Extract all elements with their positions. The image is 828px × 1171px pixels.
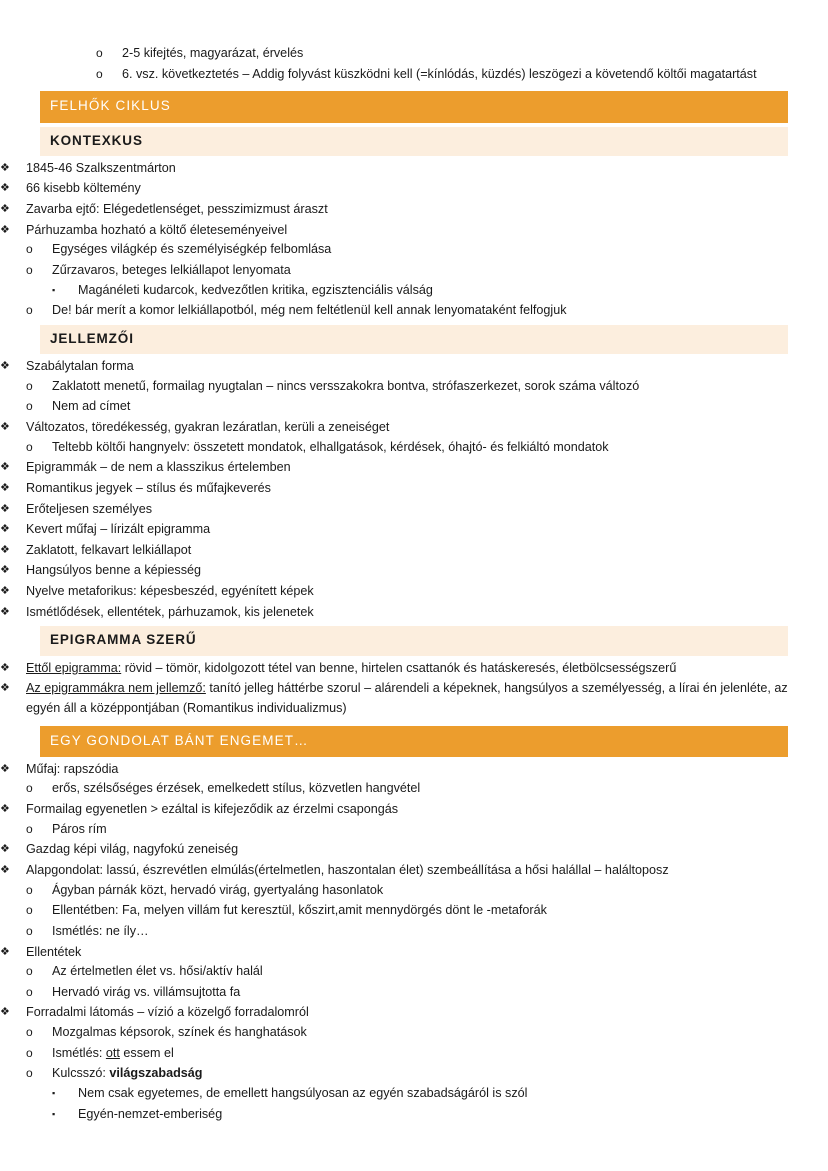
bullet-list-level-1 xyxy=(0,458,828,622)
list-item-body: Ismétlődések, ellentétek, párhuzamok, kis jelenetek xyxy=(26,604,314,619)
list-item-emphasis: ott xyxy=(105,1045,120,1060)
list-item-body: Forradalmi látomás – vízió a közelgő forradalomról xyxy=(26,1005,309,1020)
list-item xyxy=(26,377,828,397)
list-item xyxy=(0,418,828,457)
list-item-text xyxy=(52,397,828,417)
bullet-list-level-3 xyxy=(52,281,828,301)
list-item-text xyxy=(26,221,828,241)
list-item-body: Nem ad címet xyxy=(52,399,131,414)
bullet-list-level-1 xyxy=(0,159,828,321)
bullet-marker-level-1-icon: ❖ xyxy=(0,762,10,775)
list-item xyxy=(0,221,828,321)
list-item-body: Romantikus jegyek – stílus és műfajkeverés xyxy=(26,480,271,495)
list-item xyxy=(0,603,828,623)
list-item-body: essem el xyxy=(119,1045,174,1060)
list-item xyxy=(96,65,828,85)
list-item-text xyxy=(26,418,828,438)
bullet-marker-level-1-icon: ❖ xyxy=(0,461,10,474)
list-item-text xyxy=(26,603,828,623)
list-item-lead: Ettől epigramma: xyxy=(26,660,122,675)
list-item xyxy=(0,1003,828,1124)
list-item-text xyxy=(26,943,828,963)
list-item xyxy=(0,479,828,499)
bullet-marker-level-1-icon: ❖ xyxy=(0,863,10,876)
list-item-body: Ellentétben: Fa, melyen villám fut keresztül, kőszirt,amit mennydörgés dönt le -metaforák xyxy=(52,903,547,918)
list-item xyxy=(0,659,828,679)
list-item-text xyxy=(26,659,828,679)
section-heading-major: EGY GONDOLAT BÁNT ENGEMET… xyxy=(40,726,788,757)
bullet-marker-level-2-icon: o xyxy=(26,262,33,277)
bullet-list-level-2 xyxy=(26,779,828,799)
list-item-text xyxy=(52,1044,828,1064)
bullet-marker-level-1-icon: ❖ xyxy=(0,564,10,577)
list-item xyxy=(0,840,828,860)
bullet-list-level-1 xyxy=(0,659,828,719)
list-item xyxy=(26,779,828,799)
list-item-text xyxy=(52,377,828,397)
list-item xyxy=(0,679,828,718)
list-item xyxy=(52,281,828,301)
list-item-text: 2-5 kifejtés, magyarázat, érvelés xyxy=(122,46,304,60)
bullet-marker-level-1-icon: ❖ xyxy=(0,182,10,195)
list-item-body: Mozgalmas képsorok, színek és hanghatások xyxy=(52,1025,307,1040)
list-item-body: Zaklatott menetű, formailag nyugtalan – nincs versszakokra bontva, strófaszerkezet, sorok száma változó xyxy=(52,378,640,393)
list-item-text xyxy=(52,438,828,458)
document-body xyxy=(0,44,828,1125)
list-item-body: Az értelmetlen élet vs. hősi/aktív halál xyxy=(52,964,263,979)
list-item-body: Epigrammák – de nem a klasszikus értelemben xyxy=(26,460,291,475)
list-item xyxy=(26,301,828,321)
list-item-body: Hangsúlyos benne a képiesség xyxy=(26,563,202,578)
list-item xyxy=(26,962,828,982)
list-item-text xyxy=(26,541,828,561)
bullet-list-level-2 xyxy=(26,377,828,417)
list-item-text xyxy=(52,1064,828,1084)
list-item xyxy=(26,922,828,942)
list-item-body: Erőteljesen személyes xyxy=(26,501,152,516)
list-item-text xyxy=(78,1084,828,1104)
bullet-marker-level-1-icon: ❖ xyxy=(0,803,10,816)
list-item-body: Páros rím xyxy=(52,821,107,836)
list-item-body: Ellentétek xyxy=(26,944,82,959)
bullet-marker-level-3-icon: ▪ xyxy=(52,284,56,295)
list-item-text xyxy=(52,922,828,942)
list-item xyxy=(26,881,828,901)
list-item-body: De! bár merít a komor lelkiállapotból, még nem feltétlenül kell annak lenyomataként felfogjuk xyxy=(52,303,567,318)
list-item-body: Zaklatott, felkavart lelkiállapot xyxy=(26,542,192,557)
list-item xyxy=(0,200,828,220)
list-item-body: Zavarba ejtő: Elégedetlenséget, pesszimizmust áraszt xyxy=(26,202,328,216)
bullet-marker-level-2-icon: o xyxy=(26,821,33,836)
list-item-text xyxy=(26,582,828,602)
bullet-marker-level-1-icon: ❖ xyxy=(0,523,10,536)
bullet-list-level-2 xyxy=(26,962,828,1002)
list-item-body: Változatos, töredékesség, gyakran lezáratlan, kerüli a zeneiséget xyxy=(26,419,390,434)
list-item-body: 1845-46 Szalkszentmárton xyxy=(26,160,176,175)
bullet-marker-level-1-icon: ❖ xyxy=(0,502,10,515)
bullet-marker-level-2-icon: o xyxy=(26,781,33,796)
list-item-body: erős, szélsőséges érzések, emelkedett stílus, közvetlen hangvétel xyxy=(52,781,421,796)
list-item-text xyxy=(26,159,828,179)
list-item-body: Zűrzavaros, beteges lelkiállapot lenyomata xyxy=(52,262,291,277)
bullet-marker-level-2-icon: o xyxy=(26,984,33,999)
bullet-marker-level-1-icon: ❖ xyxy=(0,843,10,856)
list-item xyxy=(26,983,828,1003)
bullet-marker-level-1-icon: ❖ xyxy=(0,945,10,958)
bullet-marker-level-2-icon: o xyxy=(26,882,33,897)
list-item-text xyxy=(52,261,828,281)
bullet-marker-level-1-icon: ❖ xyxy=(0,1006,10,1019)
bullet-marker-level-2-icon: o xyxy=(96,46,103,60)
list-item-body: Teltebb költői hangnyelv: összetett mondatok, elhallgatások, kérdések, óhajtó- és felkiáltó mondatok xyxy=(52,439,609,454)
list-item xyxy=(0,541,828,561)
section-heading-minor: EPIGRAMMA SZERŰ xyxy=(40,626,788,655)
list-item-text xyxy=(52,820,828,840)
list-item-text xyxy=(26,561,828,581)
list-item-body: Alapgondolat: lassú, észrevétlen elmúlás(értelmetlen, haszontalan élet) szembeállítása a hősi halállal – haláltoposz xyxy=(26,862,669,877)
list-item-text xyxy=(26,861,828,881)
bullet-marker-level-2-icon: o xyxy=(26,378,33,393)
section-heading-major: FELHŐK CIKLUS xyxy=(40,91,788,122)
list-item-text xyxy=(52,983,828,1003)
bullet-marker-level-2-icon: o xyxy=(26,303,33,318)
list-item-body: Nyelve metaforikus: képesbeszéd, egyénített képek xyxy=(26,584,314,599)
bullet-marker-level-2-icon: o xyxy=(26,399,33,414)
list-item-lead: Az epigrammákra nem jellemző: xyxy=(26,681,206,696)
list-item-body: Ágyban párnák közt, hervadó virág, gyertyaláng hasonlatok xyxy=(52,882,384,897)
list-item-lead: Ismétlés: xyxy=(52,1045,106,1060)
list-item-body: Hervadó virág vs. villámsujtotta fa xyxy=(52,984,241,999)
bullet-list-level-2 xyxy=(26,438,828,458)
list-item-text xyxy=(52,962,828,982)
list-item-body: Magánéleti kudarcok, kedvezőtlen kritika, egzisztenciális válság xyxy=(78,282,433,297)
list-item-text xyxy=(26,679,828,718)
list-item xyxy=(0,500,828,520)
list-item xyxy=(26,397,828,417)
list-item xyxy=(0,943,828,1003)
list-item xyxy=(0,760,828,799)
bullet-marker-level-2-icon: o xyxy=(26,242,33,257)
list-item xyxy=(0,561,828,581)
bullet-marker-level-1-icon: ❖ xyxy=(0,481,10,494)
bullet-list-level-2 xyxy=(96,44,828,84)
list-item xyxy=(0,582,828,602)
list-item xyxy=(0,179,828,199)
list-item xyxy=(26,820,828,840)
list-item-body: Ismétlés: ne íly… xyxy=(52,923,149,938)
bullet-marker-level-1-icon: ❖ xyxy=(0,605,10,618)
list-item xyxy=(0,861,828,942)
bullet-marker-level-2-icon: o xyxy=(26,903,33,918)
list-item xyxy=(0,800,828,839)
list-item xyxy=(26,438,828,458)
bullet-list-level-3 xyxy=(52,1084,828,1124)
bullet-marker-level-2-icon: o xyxy=(96,66,103,81)
list-item-text xyxy=(52,779,828,799)
bullet-marker-level-1-icon: ❖ xyxy=(0,223,10,236)
list-item-body: 66 kisebb költemény xyxy=(26,181,141,196)
list-item-emphasis: világszabadság xyxy=(109,1066,203,1081)
list-item-body: Szabálytalan forma xyxy=(26,359,134,374)
list-item-text xyxy=(26,800,828,820)
section-heading-minor: JELLEMZŐI xyxy=(40,325,788,354)
list-item-text xyxy=(52,881,828,901)
list-item-text xyxy=(52,901,828,921)
list-item-text xyxy=(26,479,828,499)
list-item-text xyxy=(78,281,828,301)
list-item xyxy=(0,159,828,179)
bullet-marker-level-1-icon: ❖ xyxy=(0,420,10,433)
bullet-marker-level-2-icon: o xyxy=(26,1025,33,1040)
list-item-body: Formailag egyenetlen > ezáltal is kifejeződik az érzelmi csapongás xyxy=(26,802,399,817)
list-item-body: Egyén-nemzet-emberiség xyxy=(78,1106,223,1121)
list-item xyxy=(0,357,828,417)
list-item-text xyxy=(26,179,828,199)
bullet-marker-level-2-icon: o xyxy=(26,1066,33,1081)
list-item-text xyxy=(78,1105,828,1125)
bullet-list-level-2 xyxy=(26,820,828,840)
bullet-marker-level-2-icon: o xyxy=(26,1045,33,1060)
bullet-list-level-1 xyxy=(0,760,828,1125)
list-item-body: Nem csak egyetemes, de emellett hangsúlyosan az egyén szabadságáról is szól xyxy=(78,1086,528,1100)
bullet-marker-level-1-icon: ❖ xyxy=(0,203,10,215)
list-item-body: Párhuzamba hozható a költő életeseményeivel xyxy=(26,222,288,237)
list-item-text xyxy=(26,357,828,377)
list-item-body: Egységes világkép és személyiségkép felbomlása xyxy=(52,242,332,257)
list-item-text xyxy=(52,301,828,321)
list-item-body: rövid – tömör, kidolgozott tétel van benne, hirtelen csattanók és hatáskeresés, életbölcsességszerű xyxy=(121,660,677,675)
list-item-text xyxy=(52,240,828,260)
bullet-marker-level-2-icon: o xyxy=(26,923,33,938)
bullet-marker-level-3-icon: ▪ xyxy=(52,1108,56,1119)
list-item xyxy=(26,261,828,300)
intro-block xyxy=(0,44,828,84)
bullet-marker-level-2-icon: o xyxy=(26,964,33,979)
list-item-text xyxy=(26,200,828,220)
list-item-body: Gazdag képi világ, nagyfokú zeneiség xyxy=(26,842,239,857)
list-item xyxy=(0,520,828,540)
list-item-body: tanító jelleg háttérbe szorul – alárendeli a képeknek, hangsúlyos a személyesség, a lírai én jelenléte, az egyén áll a középpontjában (Romantikus individualizmus) xyxy=(26,681,788,715)
list-item xyxy=(52,1084,828,1104)
list-item-text xyxy=(26,760,828,780)
list-item xyxy=(26,1044,828,1064)
list-item-text xyxy=(26,840,828,860)
list-item-body: Kevert műfaj – lírizált epigramma xyxy=(26,522,211,537)
list-item xyxy=(26,901,828,921)
bullet-marker-level-2-icon: o xyxy=(26,439,33,454)
bullet-list-level-2 xyxy=(26,881,828,942)
list-item-text: 6. vsz. következtetés – Addig folyvást küszködni kell (=kínlódás, küzdés) leszögezi a követendő költői magatartást xyxy=(122,66,757,81)
bullet-list-level-2 xyxy=(26,240,828,321)
bullet-marker-level-1-icon: ❖ xyxy=(0,682,10,695)
list-item xyxy=(52,1105,828,1125)
list-item xyxy=(96,44,828,64)
list-item-text xyxy=(52,1023,828,1043)
bullet-marker-level-1-icon: ❖ xyxy=(0,661,10,674)
list-item xyxy=(26,240,828,260)
bullet-list-level-1 xyxy=(0,357,828,457)
bullet-list-level-2 xyxy=(26,1023,828,1124)
list-item-text xyxy=(26,520,828,540)
list-item-text xyxy=(26,1003,828,1023)
list-item-lead: Kulcsszó: xyxy=(52,1066,110,1081)
section-heading-minor: KONTEXKUS xyxy=(40,127,788,156)
bullet-marker-level-1-icon: ❖ xyxy=(0,543,10,556)
list-item-text xyxy=(26,500,828,520)
list-item xyxy=(26,1064,828,1124)
bullet-marker-level-1-icon: ❖ xyxy=(0,161,10,174)
bullet-marker-level-1-icon: ❖ xyxy=(0,360,10,373)
list-item-text xyxy=(26,458,828,478)
bullet-marker-level-1-icon: ❖ xyxy=(0,585,10,598)
list-item xyxy=(26,1023,828,1043)
list-item xyxy=(0,458,828,478)
bullet-marker-level-3-icon: ▪ xyxy=(52,1088,56,1098)
list-item-body: Műfaj: rapszódia xyxy=(26,761,119,776)
